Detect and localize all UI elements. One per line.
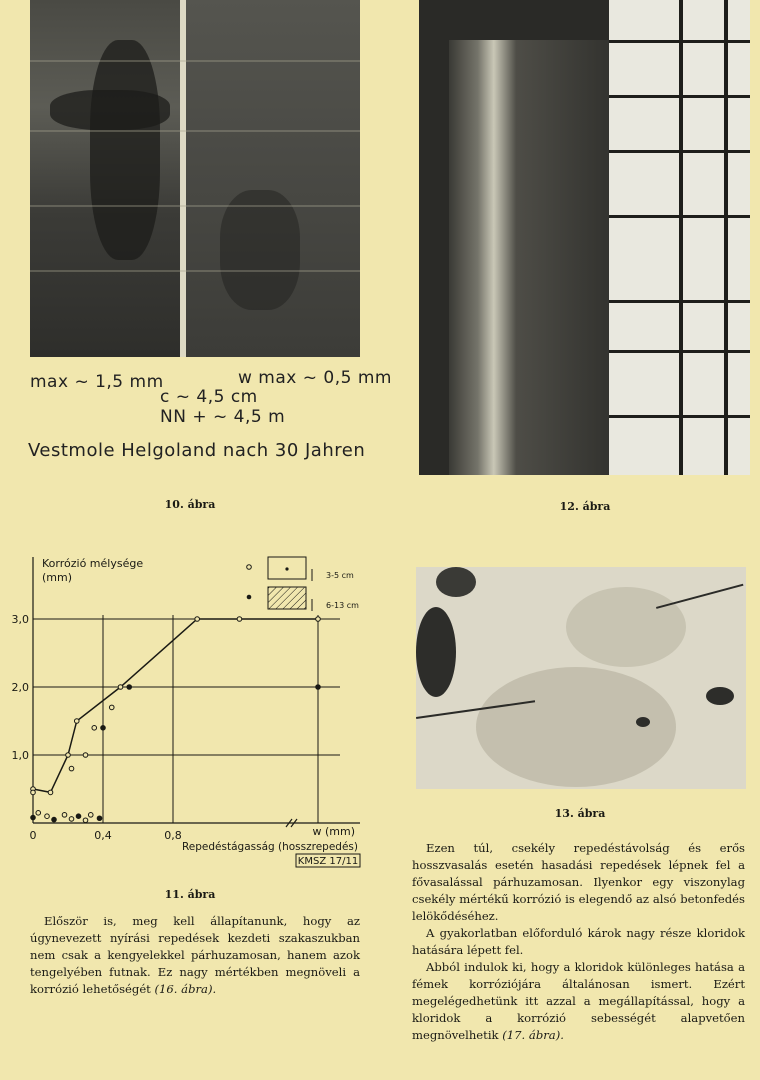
figure-13-caption: 13. ábra <box>554 807 606 820</box>
chart-ylabel-unit: (mm) <box>42 571 73 584</box>
chart-ylabel: Korrózió mélysége <box>42 557 144 570</box>
data-point-open <box>83 753 88 758</box>
figure-12-caption: 12. ábra <box>559 500 611 513</box>
data-point-open <box>31 790 36 795</box>
left-figure-ref: (16. ábra). <box>154 982 217 996</box>
figure-13-photo <box>416 567 746 789</box>
data-point-filled <box>127 685 132 690</box>
figure-10-nn: NN + ~ 4,5 m <box>160 407 286 427</box>
legend-filled-marker <box>247 595 252 600</box>
right-paragraph-1: Ezen túl, csekély repedéstávolság és erős hosszvasalás esetén hasadási repedések lépnek fel a fővasalással párhuzamosan. Ilyenkor egy viszonylag csekély mértékű korrózió is elegendő az alsó betonfedés lelökődéséhez. <box>412 841 745 923</box>
data-point-filled <box>76 814 81 819</box>
chart-code: KMSZ 17/11 <box>297 856 359 867</box>
y-tick-label: 3,0 <box>11 613 29 626</box>
left-paragraph-block <box>30 913 360 998</box>
data-point-open <box>195 617 200 622</box>
data-point-open <box>83 818 88 823</box>
right-figure-ref: (17. ábra). <box>502 1028 564 1042</box>
figure-10-caption: 10. ábra <box>164 498 216 511</box>
figure-11-caption: 11. ábra <box>164 888 216 901</box>
figure-10-cover: c ~ 4,5 cm <box>160 387 258 407</box>
data-point-open <box>237 617 242 622</box>
data-point-open <box>88 813 93 818</box>
chart-xlabel: Repedéstágasság (hosszrepedés) <box>181 841 358 853</box>
right-paragraph-2: A gyakorlatban előforduló károk nagy része kloridok hatására lépett fel. <box>412 926 745 957</box>
data-point-open <box>109 705 114 710</box>
data-point-open <box>74 719 79 724</box>
right-paragraph-block <box>412 840 745 1044</box>
legend-filled-label: 6-13 cm <box>326 601 359 610</box>
y-tick-label: 1,0 <box>11 749 29 762</box>
figure-11-chart <box>0 545 380 880</box>
data-point-filled <box>31 815 36 820</box>
legend-open-label: 3-5 cm <box>326 571 354 580</box>
chart-x-unit: w (mm) <box>312 825 355 838</box>
data-point-open <box>92 726 97 731</box>
figure-10-right-max: w max ~ 0,5 mm <box>238 368 392 388</box>
right-paragraph-3: Abból indulok ki, hogy a kloridok különleges hatása a fémek korróziójára általánosan ismert. Ezért megelégedhetünk itt azzal a megállapítással, hogy a kloridok a korrózió sebességét alapvetően megnövelhetik <box>412 960 745 1042</box>
data-point-filled <box>52 817 57 822</box>
data-point-filled <box>101 726 106 731</box>
legend-filled-box <box>268 587 306 609</box>
data-point-filled <box>316 685 321 690</box>
x-tick-label: 0,8 <box>164 829 182 842</box>
data-point-open <box>62 813 67 818</box>
data-point-open <box>69 766 74 771</box>
data-point-open <box>316 617 321 622</box>
figure-12-photo <box>419 0 750 475</box>
figure-10-location: Vestmole Helgoland nach 30 Jahren <box>28 440 366 461</box>
data-point-filled <box>97 816 102 821</box>
envelope-line <box>33 619 318 792</box>
figure-10-left-max: max ~ 1,5 mm <box>30 372 164 392</box>
legend-open-marker <box>247 565 252 570</box>
figure-10-photo <box>30 0 360 357</box>
x-tick-label: 0 <box>29 829 37 842</box>
data-point-open <box>118 685 123 690</box>
data-point-open <box>48 790 53 795</box>
y-tick-label: 2,0 <box>11 681 29 694</box>
data-point-open <box>66 753 71 758</box>
data-point-open <box>36 811 41 816</box>
x-tick-label: 0,4 <box>94 829 112 842</box>
data-point-open <box>45 814 50 819</box>
data-point-open <box>69 817 74 822</box>
left-paragraph: Először is, meg kell állapítanunk, hogy az úgynevezett nyírási repedések kezdeti szakaszukban nem csak a kengyelekkel párhuzamosan, hanem azok tengelyében futnak. Ez nagy mértékben megnöveli a korrózió lehetőségét <box>30 914 360 996</box>
